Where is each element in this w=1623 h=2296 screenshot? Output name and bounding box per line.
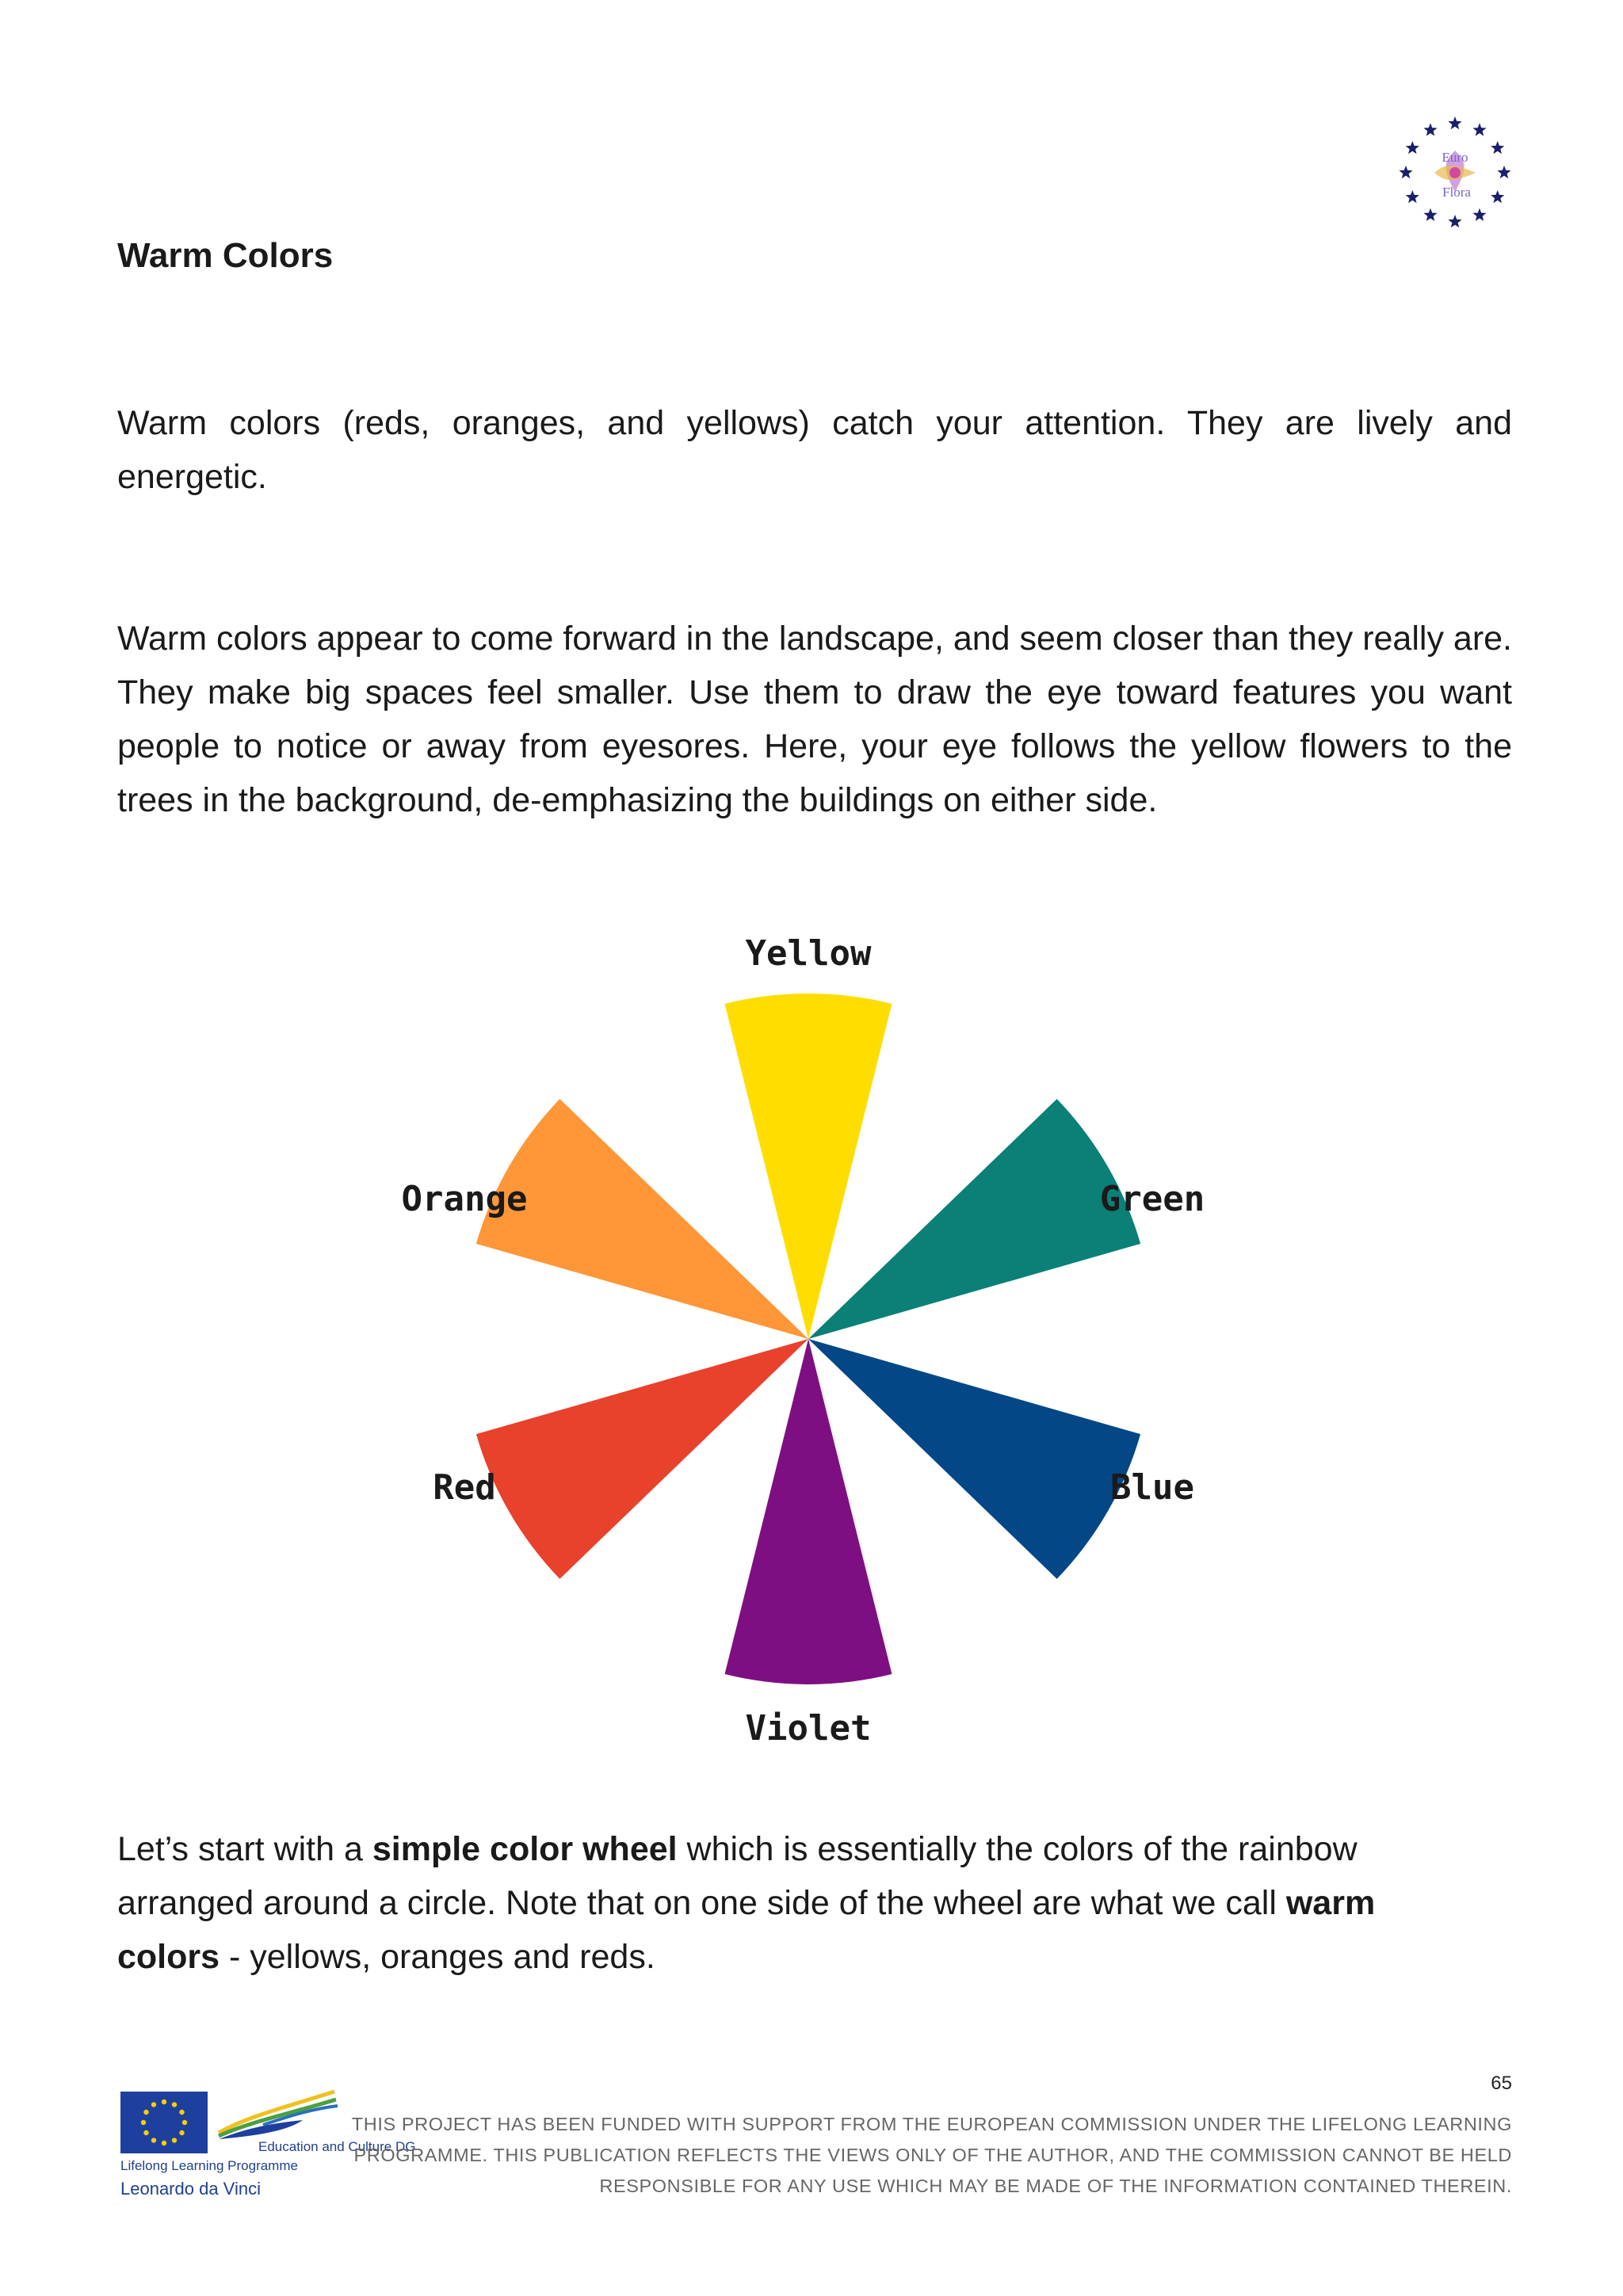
page-number: 65 [1491, 2073, 1512, 2094]
logo-star [1491, 190, 1504, 203]
p3-text-3: - yellows, oranges and reds. [220, 1938, 655, 1976]
wheel-label-yellow: Yellow [745, 935, 872, 974]
logo-text-euro: Euro [1442, 150, 1468, 165]
wheel-label-blue: Blue [1110, 1467, 1194, 1508]
flag-star [162, 2141, 166, 2145]
education-culture-swoosh-logo [216, 2085, 342, 2145]
disclaimer-line: THIS PROJECT HAS BEEN FUNDED WITH SUPPORT FROM THE EUROPEAN COMMISSION UNDER THE LIFELONG LEARNING [351, 2114, 1512, 2134]
logo-star [1448, 116, 1461, 129]
flag-star [179, 2130, 184, 2135]
color-wheel-figure [349, 935, 1268, 1779]
paragraph-warm-forward: Warm colors appear to come forward in the landscape, and seem closer than they really are. They make big spaces feel smaller. Use them to draw the eye toward features you want people to notice or away from eyesores. Here, your eye follows the yellow flowers to the trees in the background, de-emphasizing the buildings on either side. [117, 620, 1512, 819]
flag-star [172, 2138, 177, 2142]
logo-star [1423, 123, 1437, 135]
flag-star [151, 2102, 156, 2107]
logo-star [1399, 166, 1412, 178]
euro-flora-logo [1392, 109, 1518, 240]
flag-star [172, 2102, 177, 2107]
wheel-label-violet: Violet [745, 1708, 872, 1749]
lifelong-learning-text: Lifelong Learning Programme [120, 2158, 298, 2173]
flag-star [143, 2130, 148, 2135]
disclaimer-line: RESPONSIBLE FOR ANY USE WHICH MAY BE MADE OF THE INFORMATION CONTAINED THEREIN. [599, 2176, 1512, 2196]
logo-star [1448, 215, 1461, 227]
flag-star [182, 2120, 187, 2125]
logo-star [1406, 190, 1419, 203]
flag-star [162, 2100, 166, 2104]
wheel-label-red: Red [433, 1467, 496, 1508]
flag-star [179, 2110, 184, 2115]
flag-star [151, 2138, 156, 2142]
leonardo-da-vinci-text: Leonardo da Vinci [120, 2179, 261, 2199]
color-wheel [349, 935, 1268, 1775]
flag-star [143, 2110, 148, 2115]
funding-disclaimer [349, 2109, 1512, 2202]
p3-bold-warm-colors: warm colors [117, 1884, 1376, 1976]
logo-star [1491, 141, 1504, 154]
logo-star [1472, 123, 1486, 135]
flag-star [141, 2120, 146, 2125]
logo-star [1406, 141, 1419, 154]
section-heading: Warm Colors [117, 236, 334, 275]
paragraph-simple-wheel [117, 1822, 1465, 1984]
paragraph-warm-attention: Warm colors (reds, oranges, and yellows) catch your attention. They are lively and energetic. [117, 404, 1512, 496]
logo-star [1472, 208, 1486, 221]
disclaimer-line: PROGRAMME. THIS PUBLICATION REFLECTS THE VIEWS ONLY OF THE AUTHOR, AND THE COMMISSION CANNOT BE HELD [353, 2145, 1512, 2165]
p3-text-1: Let’s start with a [117, 1830, 372, 1868]
logo-text-flora: Flora [1442, 185, 1471, 200]
logo-star [1497, 166, 1510, 178]
wheel-label-green: Green [1099, 1179, 1205, 1219]
p3-text-2: which is essentially the colors of the rainbow arranged around a circle. Note that on one side of the wheel are what we call [117, 1830, 1358, 1922]
wheel-label-orange: Orange [401, 1179, 528, 1219]
education-culture-text: Education and Culture DG [258, 2139, 416, 2154]
logo-star [1423, 208, 1437, 221]
p3-bold-simple-color-wheel: simple color wheel [372, 1830, 678, 1868]
eu-flag-logo [120, 2092, 208, 2157]
